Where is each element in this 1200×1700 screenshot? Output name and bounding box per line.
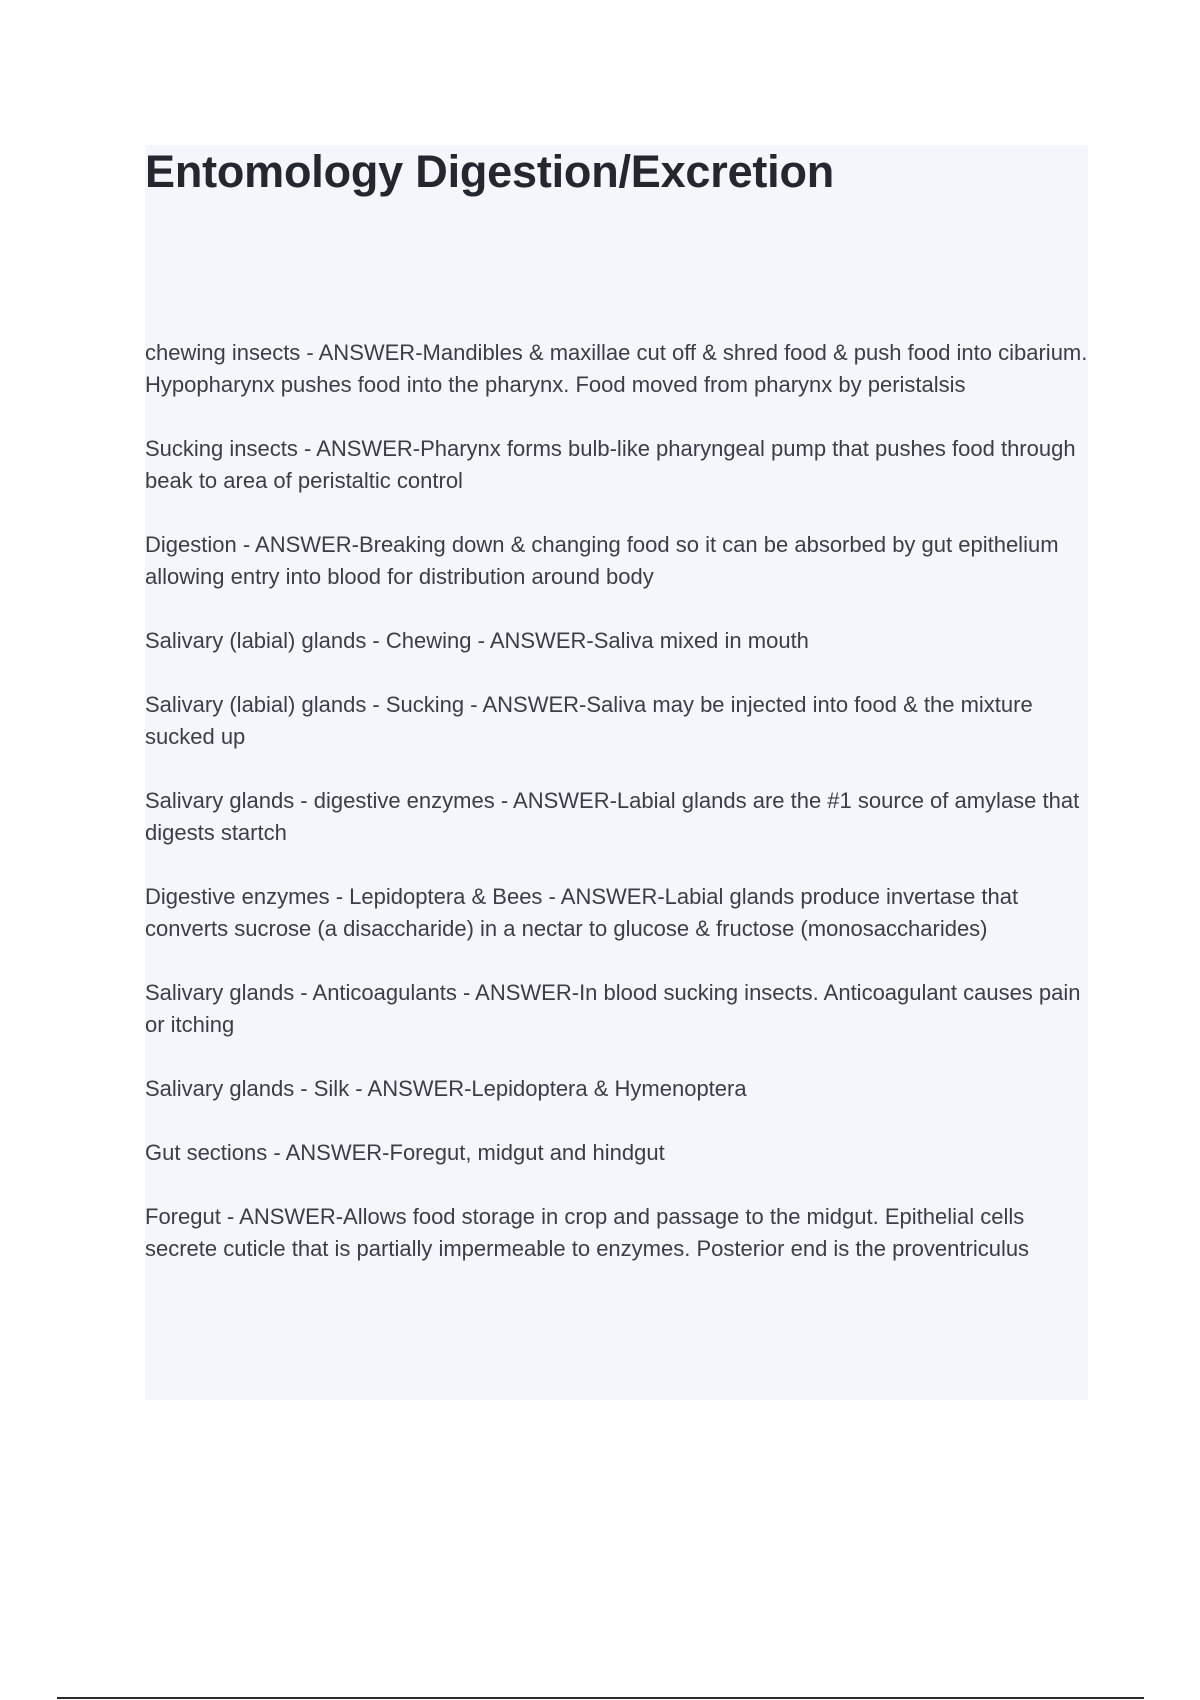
flashcard-entry: Digestion - ANSWER-Breaking down & changing food so it can be absorbed by gut epithelium allowing entry into blood for distribution around body	[145, 532, 1059, 589]
flashcard-entry: Salivary (labial) glands - Chewing - ANSWER-Saliva mixed in mouth	[145, 628, 809, 653]
flashcard-entry: Digestive enzymes - Lepidoptera & Bees - ANSWER-Labial glands produce invertase that converts sucrose (a disaccharide) in a nectar to glucose & fructose (monosaccharides)	[145, 884, 1019, 941]
flashcard-entry: Sucking insects - ANSWER-Pharynx forms bulb-like pharyngeal pump that pushes food through beak to area of peristaltic control	[145, 436, 1076, 493]
flashcard-entry: Salivary glands - digestive enzymes - ANSWER-Labial glands are the #1 source of amylase that digests startch	[145, 788, 1080, 845]
document-title: Entomology Digestion/Excretion	[145, 146, 835, 197]
flashcard-entry: Gut sections - ANSWER-Foregut, midgut and hindgut	[145, 1140, 665, 1165]
flashcard-entry: Foregut - ANSWER-Allows food storage in crop and passage to the midgut. Epithelial cells secrete cuticle that is partially impermeable to enzymes. Posterior end is the proventriculus	[145, 1204, 1030, 1261]
flashcard-list	[145, 337, 1091, 1297]
flashcard-entry: Salivary glands - Anticoagulants - ANSWER-In blood sucking insects. Anticoagulant causes pain or itching	[145, 980, 1081, 1037]
flashcard-entry: chewing insects - ANSWER-Mandibles & maxillae cut off & shred food & push food into cibarium. Hypopharynx pushes food into the pharynx. Food moved from pharynx by peristalsis	[145, 340, 1088, 397]
flashcard-entry: Salivary glands - Silk - ANSWER-Lepidoptera & Hymenoptera	[145, 1076, 747, 1101]
footer-divider	[57, 1697, 1144, 1699]
flashcard-entry: Salivary (labial) glands - Sucking - ANSWER-Saliva may be injected into food & the mixture sucked up	[145, 692, 1033, 749]
